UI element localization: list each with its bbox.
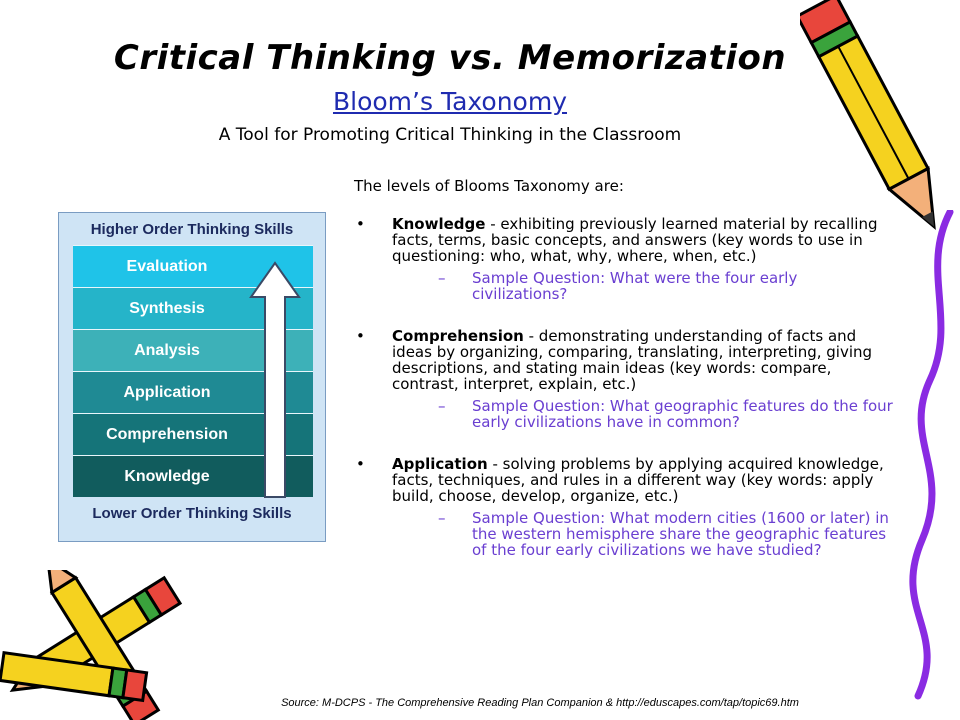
level-application: Application [73, 371, 313, 413]
level-evaluation: Evaluation [73, 245, 313, 287]
intro-text: The levels of Blooms Taxonomy are: [354, 177, 624, 195]
level-comprehension: Comprehension [73, 413, 313, 455]
list-item-application [354, 456, 894, 558]
sample-text: Sample Question: What were the four early civilizations? [472, 269, 798, 303]
slide-tagline: A Tool for Promoting Critical Thinking in the Classroom [218, 125, 682, 145]
level-knowledge: Knowledge [73, 455, 313, 497]
slide-subtitle: Bloom’s Taxonomy [332, 87, 568, 116]
description-knowledge: - exhibiting previously learned material by recalling facts, terms, basic concepts, and answers (key words to use in questioning: who, what, why, where, when, etc.) [392, 215, 878, 265]
bullet-marker: • [356, 327, 365, 345]
higher-order-caption: Higher Order Thinking Skills [90, 221, 294, 238]
sample-text: Sample Question: What geographic features do the four early civilizations have in common? [472, 397, 893, 431]
term-application: Application [392, 455, 488, 473]
lower-order-caption: Lower Order Thinking Skills [92, 505, 292, 522]
sample-question-knowledge [392, 270, 894, 302]
description-comprehension: - demonstrating understanding of facts and ideas by organizing, comparing, translating, interpreting, giving descriptions, and stating main ideas (key words: compare, contrast, interpret, explain, etc.) [392, 327, 873, 393]
term-comprehension: Comprehension [392, 327, 524, 345]
level-analysis: Analysis [73, 329, 313, 371]
crossed-pencils-icon [0, 570, 200, 720]
scribble-line-icon [900, 210, 960, 700]
dash-marker: – [438, 509, 446, 527]
up-arrow-icon [249, 261, 301, 501]
slide-title: Critical Thinking vs. Memorization [113, 38, 787, 78]
sample-question-application [392, 510, 894, 558]
bullet-marker: • [356, 215, 365, 233]
description-application: - solving problems by applying acquired knowledge, facts, techniques, and rules in a different way (key words: apply build, choose, develop, organize, etc.) [392, 455, 884, 505]
dash-marker: – [438, 397, 446, 415]
blooms-pyramid-diagram [58, 212, 326, 542]
source-citation: Source: M-DCPS - The Comprehensive Reading Plan Companion & http://eduscapes.com/tap/topic69.htm [281, 697, 799, 709]
sample-question-comprehension [392, 398, 894, 430]
bullet-marker: • [356, 455, 365, 473]
sample-text: Sample Question: What modern cities (1600 or later) in the western hemisphere share the geographic features of the four early civilizations we have studied? [472, 509, 889, 559]
term-knowledge: Knowledge [392, 215, 486, 233]
level-synthesis: Synthesis [73, 287, 313, 329]
dash-marker: – [438, 269, 446, 287]
list-item-comprehension [354, 328, 894, 430]
